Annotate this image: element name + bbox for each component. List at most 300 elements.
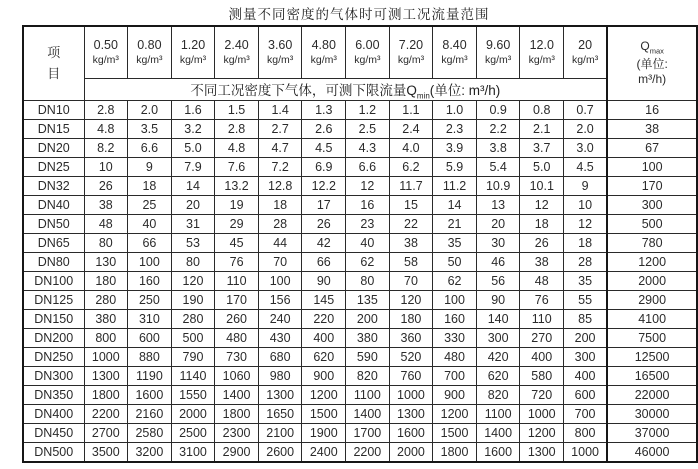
density-header-4.80: [302, 26, 346, 78]
qmin-value: 29: [215, 215, 259, 234]
qmin-value: 0.9: [476, 101, 520, 120]
qmin-value: 42: [302, 234, 346, 253]
table-row-DN20: [23, 139, 697, 158]
qmin-value: 2160: [128, 405, 172, 424]
qmin-value: 1100: [476, 405, 520, 424]
qmin-value: 2500: [171, 424, 215, 443]
qmin-value: 3500: [84, 443, 128, 462]
qmin-value: 300: [564, 348, 608, 367]
qmin-value: 2200: [346, 443, 390, 462]
qmin-value: 1600: [128, 386, 172, 405]
qmin-value: 11.7: [389, 177, 433, 196]
qmax-value: 4100: [607, 310, 697, 329]
qmax-value: 16: [607, 101, 697, 120]
qmin-value: 135: [346, 291, 390, 310]
dn-label: DN50: [23, 215, 84, 234]
qmin-value: 2200: [84, 405, 128, 424]
qmin-value: 1600: [389, 424, 433, 443]
qmin-value: 26: [302, 215, 346, 234]
qmin-value: 70: [389, 272, 433, 291]
dn-label: DN15: [23, 120, 84, 139]
density-unit: kg/m³: [528, 54, 555, 67]
density-value: 20: [578, 38, 593, 53]
qmin-value: 1.4: [258, 101, 302, 120]
qmin-value: 38: [520, 253, 564, 272]
qmin-value: 2.6: [302, 120, 346, 139]
qmin-value: 1.3: [302, 101, 346, 120]
qmin-value: 1300: [84, 367, 128, 386]
density-unit: kg/m³: [223, 54, 250, 67]
qmin-value: 45: [215, 234, 259, 253]
qmin-value: 1.0: [433, 101, 477, 120]
qmin-value: 2300: [215, 424, 259, 443]
table-body: [23, 101, 697, 462]
qmax-value: 46000: [607, 443, 697, 462]
density-value: 12.0: [529, 38, 554, 53]
qmin-value: 10: [564, 196, 608, 215]
qmax-value: 38: [607, 120, 697, 139]
qmin-value: 50: [433, 253, 477, 272]
density-header-6.00: [346, 26, 390, 78]
qmin-value: 200: [346, 310, 390, 329]
qmax-value: 500: [607, 215, 697, 234]
qmin-value: 18: [128, 177, 172, 196]
qmin-value: 3.7: [520, 139, 564, 158]
qmin-value: 14: [433, 196, 477, 215]
qmin-value: 14: [171, 177, 215, 196]
qmin-value: 5.9: [433, 158, 477, 177]
qmax-header-cell: [607, 26, 697, 101]
qmin-value: 13: [476, 196, 520, 215]
qmax-value: 30000: [607, 405, 697, 424]
qmin-value: 28: [258, 215, 302, 234]
qmin-value: 1.5: [215, 101, 259, 120]
qmax-value: 100: [607, 158, 697, 177]
qmin-value: 12: [564, 215, 608, 234]
qmin-value: 500: [171, 329, 215, 348]
qmin-value: 2600: [258, 443, 302, 462]
qmin-value: 480: [215, 329, 259, 348]
table-row-DN350: [23, 386, 697, 405]
qmin-value: 1200: [433, 405, 477, 424]
qmax-unit-line1: (单位:: [636, 56, 668, 71]
qmin-value: 3.5: [128, 120, 172, 139]
qmin-value: 3.8: [476, 139, 520, 158]
qmin-value: 200: [564, 329, 608, 348]
qmin-value: 145: [302, 291, 346, 310]
qmin-value: 2700: [84, 424, 128, 443]
qmin-value: 1140: [171, 367, 215, 386]
qmin-value: 0.8: [520, 101, 564, 120]
qmin-value: 400: [520, 348, 564, 367]
qmin-value: 2.2: [476, 120, 520, 139]
qmin-value: 1900: [302, 424, 346, 443]
qmax-unit-line2: m³/h): [638, 72, 667, 87]
qmin-value: 12: [520, 196, 564, 215]
qmin-value: 70: [258, 253, 302, 272]
qmin-value: 40: [346, 234, 390, 253]
qmax-value: 300: [607, 196, 697, 215]
qmin-value: 4.8: [215, 139, 259, 158]
qmin-value: 5.0: [171, 139, 215, 158]
qmin-subheader-cell: [84, 78, 607, 101]
qmin-value: 720: [520, 386, 564, 405]
qmin-value: 620: [476, 367, 520, 386]
qmin-value: 62: [346, 253, 390, 272]
qmin-value: 170: [215, 291, 259, 310]
qmin-value: 250: [128, 291, 172, 310]
table-row-DN25: [23, 158, 697, 177]
qmin-value: 1000: [389, 386, 433, 405]
qmin-value: 600: [128, 329, 172, 348]
qmin-value: 9: [128, 158, 172, 177]
qmin-value: 1700: [346, 424, 390, 443]
density-value: 3.60: [268, 38, 293, 53]
qmin-value: 1300: [520, 443, 564, 462]
table-row-DN250: [23, 348, 697, 367]
qmin-value: 80: [346, 272, 390, 291]
qmin-value: 800: [564, 424, 608, 443]
qmin-value: 76: [520, 291, 564, 310]
qmin-value: 4.5: [564, 158, 608, 177]
table-row-DN500: [23, 443, 697, 462]
qmin-value: 46: [476, 253, 520, 272]
qmin-value: 80: [171, 253, 215, 272]
qmin-value: 11.2: [433, 177, 477, 196]
density-header-row: [23, 26, 697, 78]
qmin-value: 10.9: [476, 177, 520, 196]
qmin-value: 360: [389, 329, 433, 348]
qmin-value: 8.2: [84, 139, 128, 158]
qmin-value: 31: [171, 215, 215, 234]
qmin-value: 1550: [171, 386, 215, 405]
qmin-value: 3100: [171, 443, 215, 462]
density-value: 9.60: [485, 38, 511, 53]
qmin-value: 62: [433, 272, 477, 291]
qmin-value: 240: [258, 310, 302, 329]
table-row-DN400: [23, 405, 697, 424]
dn-label: DN125: [23, 291, 84, 310]
qmin-value: 38: [84, 196, 128, 215]
qmin-value: 35: [433, 234, 477, 253]
qmin-value: 19: [215, 196, 259, 215]
qmin-value: 26: [520, 234, 564, 253]
qmin-value: 20: [171, 196, 215, 215]
qmin-value: 76: [215, 253, 259, 272]
dn-label: DN20: [23, 139, 84, 158]
qmin-value: 2.1: [520, 120, 564, 139]
qmin-value: 1800: [84, 386, 128, 405]
page-title: 测量不同密度的气体时可测工况流量范围: [228, 7, 490, 22]
qmin-value: 18: [520, 215, 564, 234]
qmax-value: 1200: [607, 253, 697, 272]
density-header-0.80: [128, 26, 172, 78]
table-row-DN32: [23, 177, 697, 196]
qmin-value: 1000: [84, 348, 128, 367]
dn-label: DN500: [23, 443, 84, 462]
qmin-value: 400: [302, 329, 346, 348]
qmin-value: 3200: [128, 443, 172, 462]
density-header-3.60: [258, 26, 302, 78]
qmin-value: 2.3: [433, 120, 477, 139]
qmin-value: 980: [258, 367, 302, 386]
qmin-value: 1190: [128, 367, 172, 386]
qmin-value: 7.6: [215, 158, 259, 177]
density-header-0.50: [84, 26, 128, 78]
qmin-value: 12.2: [302, 177, 346, 196]
qmin-value: 2.0: [564, 120, 608, 139]
density-unit: kg/m³: [354, 54, 381, 67]
qmin-value: 100: [258, 272, 302, 291]
qmin-value: 17: [302, 196, 346, 215]
density-unit: kg/m³: [441, 54, 468, 67]
qmin-value: 110: [215, 272, 259, 291]
qmin-value: 270: [520, 329, 564, 348]
table-row-DN125: [23, 291, 697, 310]
qmin-value: 66: [302, 253, 346, 272]
qmin-value: 120: [389, 291, 433, 310]
qmin-value: 4.3: [346, 139, 390, 158]
qmin-subheader-subscript: min: [416, 91, 430, 101]
qmin-value: 1200: [302, 386, 346, 405]
dn-label: DN25: [23, 158, 84, 177]
qmin-value: 160: [433, 310, 477, 329]
qmin-value: 1800: [433, 443, 477, 462]
density-value: 2.40: [224, 38, 249, 53]
table-row-DN200: [23, 329, 697, 348]
qmin-value: 180: [84, 272, 128, 291]
qmin-value: 48: [84, 215, 128, 234]
qmin-value: 18: [258, 196, 302, 215]
qmax-value: 2000: [607, 272, 697, 291]
density-header-12.0: [520, 26, 564, 78]
qmin-value: 6.6: [128, 139, 172, 158]
qmin-value: 1800: [215, 405, 259, 424]
density-unit: kg/m³: [179, 54, 207, 67]
qmax-value: 37000: [607, 424, 697, 443]
table-row-DN80: [23, 253, 697, 272]
density-unit: kg/m³: [485, 54, 512, 67]
qmin-value: 2000: [389, 443, 433, 462]
dn-label: DN400: [23, 405, 84, 424]
qmin-value: 2.8: [215, 120, 259, 139]
qmin-value: 35: [564, 272, 608, 291]
qmin-value: 0.7: [564, 101, 608, 120]
qmax-value: 2900: [607, 291, 697, 310]
density-value: 0.50: [93, 38, 118, 53]
qmin-value: 1.2: [346, 101, 390, 120]
qmax-value: 22000: [607, 386, 697, 405]
table-row-DN65: [23, 234, 697, 253]
qmin-value: 28: [564, 253, 608, 272]
dn-label: DN150: [23, 310, 84, 329]
qmin-value: 6.2: [389, 158, 433, 177]
qmin-value: 700: [433, 367, 477, 386]
qmin-value: 40: [128, 215, 172, 234]
qmin-value: 56: [476, 272, 520, 291]
dn-label: DN300: [23, 367, 84, 386]
table-row-DN10: [23, 101, 697, 120]
qmin-value: 22: [389, 215, 433, 234]
qmin-value: 4.7: [258, 139, 302, 158]
qmin-value: 55: [564, 291, 608, 310]
qmin-value: 1650: [258, 405, 302, 424]
qmin-value: 620: [302, 348, 346, 367]
qmin-value: 26: [84, 177, 128, 196]
qmin-value: 820: [346, 367, 390, 386]
qmin-value: 2.7: [258, 120, 302, 139]
qmin-value: 280: [171, 310, 215, 329]
qmin-value: 3.0: [564, 139, 608, 158]
qmin-value: 2900: [215, 443, 259, 462]
qmin-value: 48: [520, 272, 564, 291]
qmin-value: 18: [564, 234, 608, 253]
qmin-subheader-row: [23, 78, 697, 101]
qmax-value: 780: [607, 234, 697, 253]
qmin-value: 1.6: [171, 101, 215, 120]
qmin-value: 430: [258, 329, 302, 348]
qmin-value: 420: [476, 348, 520, 367]
qmin-value: 380: [84, 310, 128, 329]
qmin-value: 1100: [346, 386, 390, 405]
qmin-value: 190: [171, 291, 215, 310]
qmin-subheader-prefix: 不同工况密度下气体，可测下限流量Q: [190, 82, 417, 98]
qmin-value: 900: [302, 367, 346, 386]
qmax-value: 12500: [607, 348, 697, 367]
table-row-DN40: [23, 196, 697, 215]
qmin-value: 9: [564, 177, 608, 196]
table-row-DN15: [23, 120, 697, 139]
qmin-value: 120: [171, 272, 215, 291]
density-unit: kg/m³: [92, 54, 119, 67]
dn-label: DN250: [23, 348, 84, 367]
qmin-value: 380: [346, 329, 390, 348]
qmin-value: 1500: [433, 424, 477, 443]
qmax-value: 16500: [607, 367, 697, 386]
qmin-value: 13.2: [215, 177, 259, 196]
qmin-value: 156: [258, 291, 302, 310]
qmax-symbol: $Q_{max}$: [640, 39, 664, 56]
qmin-value: 1000: [564, 443, 608, 462]
qmin-value: 1600: [476, 443, 520, 462]
dn-label: DN32: [23, 177, 84, 196]
qmin-value: 3.9: [433, 139, 477, 158]
qmin-value: 2.0: [128, 101, 172, 120]
dn-label: DN200: [23, 329, 84, 348]
qmin-value: 1200: [520, 424, 564, 443]
qmin-value: 85: [564, 310, 608, 329]
qmin-value: 1400: [346, 405, 390, 424]
table-row-DN100: [23, 272, 697, 291]
qmin-value: 1060: [215, 367, 259, 386]
qmin-value: 100: [128, 253, 172, 272]
qmin-value: 1.1: [389, 101, 433, 120]
qmin-value: 66: [128, 234, 172, 253]
dn-label: DN10: [23, 101, 84, 120]
qmin-value: 520: [389, 348, 433, 367]
qmin-value: 900: [433, 386, 477, 405]
dn-label: DN100: [23, 272, 84, 291]
qmin-value: 590: [346, 348, 390, 367]
density-value: 8.40: [442, 38, 467, 53]
density-value: 4.80: [311, 38, 336, 53]
qmin-value: 220: [302, 310, 346, 329]
qmax-value: 7500: [607, 329, 697, 348]
qmin-value: 330: [433, 329, 477, 348]
qmin-value: 12.8: [258, 177, 302, 196]
qmin-value: 680: [258, 348, 302, 367]
qmin-value: 2.5: [346, 120, 390, 139]
density-header-7.20: [389, 26, 433, 78]
qmin-value: 140: [476, 310, 520, 329]
qmin-value: 760: [389, 367, 433, 386]
flow-range-table: [22, 25, 698, 463]
qmin-value: 2.4: [389, 120, 433, 139]
qmin-value: 1300: [389, 405, 433, 424]
qmin-value: 400: [564, 367, 608, 386]
qmin-value: 800: [84, 329, 128, 348]
qmin-value: 1300: [258, 386, 302, 405]
corner-header-cell: [23, 26, 84, 101]
density-header-1.20: [171, 26, 215, 78]
qmin-value: 600: [564, 386, 608, 405]
qmin-value: 820: [476, 386, 520, 405]
qmin-value: 1400: [215, 386, 259, 405]
qmin-value: 21: [433, 215, 477, 234]
qmin-value: 1400: [476, 424, 520, 443]
density-header-8.40: [433, 26, 477, 78]
density-header-9.60: [476, 26, 520, 78]
qmax-value: 67: [607, 139, 697, 158]
qmin-value: 6.6: [346, 158, 390, 177]
qmin-value: 110: [520, 310, 564, 329]
table-row-DN300: [23, 367, 697, 386]
qmin-value: 2400: [302, 443, 346, 462]
density-value: 7.20: [398, 38, 424, 53]
table-row-DN150: [23, 310, 697, 329]
qmin-value: 5.0: [520, 158, 564, 177]
qmin-value: 90: [302, 272, 346, 291]
qmin-subheader-suffix: (单位: m³/h): [429, 82, 501, 98]
dn-label: DN450: [23, 424, 84, 443]
qmax-value: 170: [607, 177, 697, 196]
density-unit: kg/m³: [310, 54, 337, 67]
qmin-value: 44: [258, 234, 302, 253]
qmin-value: 23: [346, 215, 390, 234]
qmin-value: 15: [389, 196, 433, 215]
qmin-value: 160: [128, 272, 172, 291]
dn-label: DN350: [23, 386, 84, 405]
qmin-value: 16: [346, 196, 390, 215]
qmin-value: 100: [433, 291, 477, 310]
qmin-value: 4.5: [302, 139, 346, 158]
density-header-20: [564, 26, 608, 78]
qmin-value: 4.0: [389, 139, 433, 158]
density-value: 1.20: [180, 38, 206, 53]
qmin-value: 1500: [302, 405, 346, 424]
table-row-DN450: [23, 424, 697, 443]
qmin-value: 300: [476, 329, 520, 348]
qmin-value: 25: [128, 196, 172, 215]
density-unit: kg/m³: [397, 54, 425, 67]
qmin-value: 7.2: [258, 158, 302, 177]
qmin-value: 2000: [171, 405, 215, 424]
dn-label: DN65: [23, 234, 84, 253]
qmin-value: 260: [215, 310, 259, 329]
qmin-value: 180: [389, 310, 433, 329]
qmin-value: 2580: [128, 424, 172, 443]
qmin-value: 700: [564, 405, 608, 424]
